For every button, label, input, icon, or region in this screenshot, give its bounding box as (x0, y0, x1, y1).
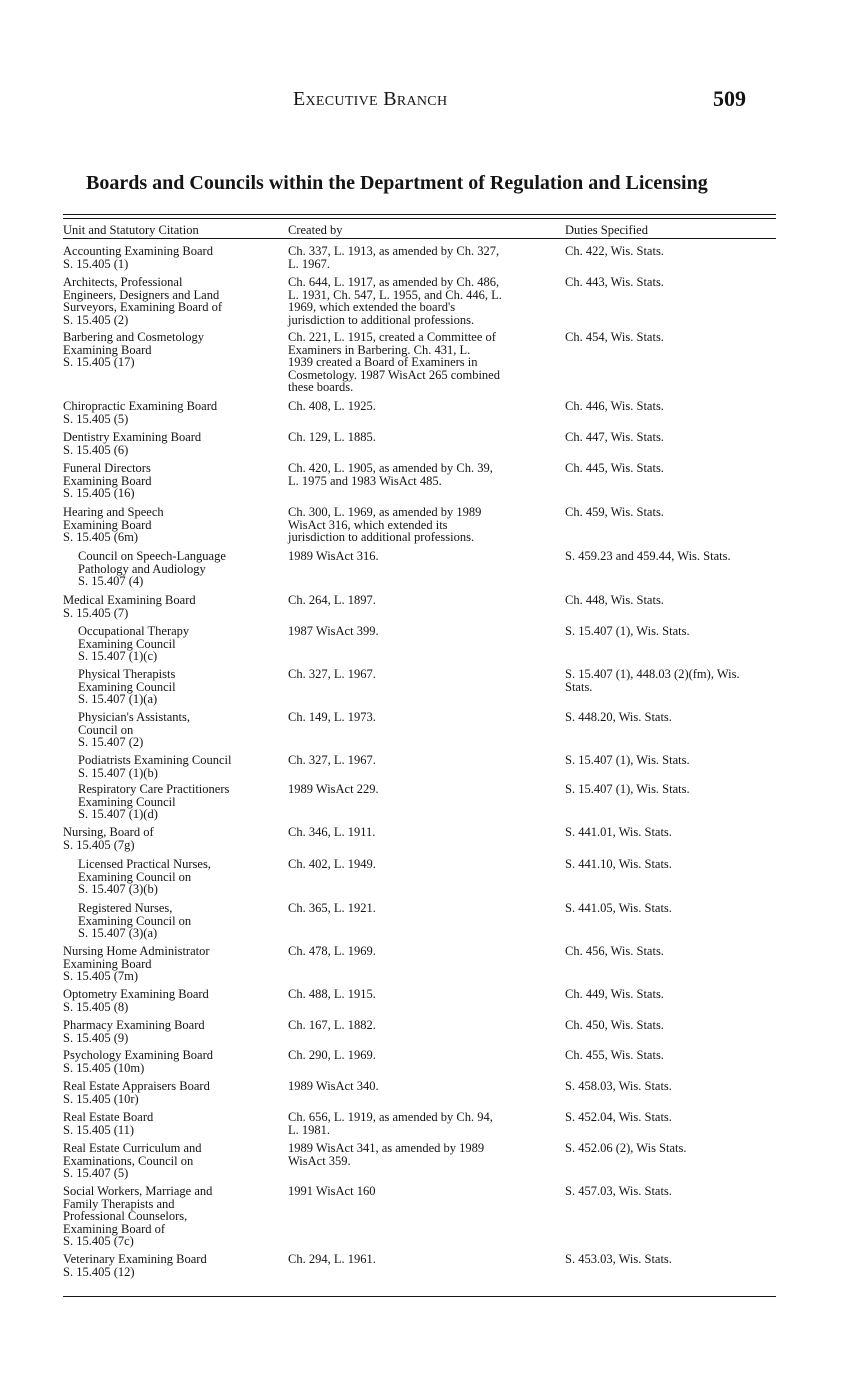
table-row (0, 945, 859, 988)
page-number: 509 (713, 86, 746, 111)
created-by-cell: 1989 WisAct 340. (288, 1079, 379, 1093)
duties-specified-cell: Ch. 446, Wis. Stats. (565, 399, 664, 413)
unit-citation-cell: Pharmacy Examining Board S. 15.405 (9) (63, 1018, 205, 1045)
table-row (0, 1185, 859, 1253)
table-row (0, 902, 859, 945)
table-row (0, 1111, 859, 1142)
unit-citation-cell: Optometry Examining Board S. 15.405 (8) (63, 987, 209, 1014)
unit-citation-cell: Physical Therapists Examining Council S. 15.407 (1)(a) (78, 667, 176, 707)
table-row (0, 331, 859, 400)
table-row (0, 1049, 859, 1080)
running-header-title: Executive Branch (293, 88, 448, 110)
duties-specified-cell: Ch. 449, Wis. Stats. (565, 987, 664, 1001)
created-by-cell: Ch. 346, L. 1911. (288, 825, 376, 839)
top-double-rule-lower (63, 218, 776, 219)
table-row (0, 858, 859, 902)
created-by-cell: Ch. 656, L. 1919, as amended by Ch. 94, L. 1981. (288, 1110, 493, 1137)
table-title: Boards and Councils within the Department of Regulation and Licensing (86, 172, 708, 194)
table-row (0, 988, 859, 1019)
unit-citation-cell: Psychology Examining Board S. 15.405 (10m) (63, 1048, 213, 1075)
table-body (0, 245, 859, 1284)
duties-specified-cell: S. 441.10, Wis. Stats. (565, 857, 672, 871)
created-by-cell: Ch. 264, L. 1897. (288, 593, 376, 607)
top-double-rule-upper (63, 214, 776, 215)
unit-citation-cell: Chiropractic Examining Board S. 15.405 (5) (63, 399, 218, 426)
duties-specified-cell: Ch. 448, Wis. Stats. (565, 593, 664, 607)
duties-specified-cell: S. 15.407 (1), Wis. Stats. (565, 782, 690, 796)
created-by-cell: Ch. 402, L. 1949. (288, 857, 376, 871)
unit-citation-cell: Respiratory Care Practitioners Examining Council S. 15.407 (1)(d) (78, 782, 230, 822)
table-row (0, 1019, 859, 1049)
unit-citation-cell: Registered Nurses, Examining Council on S. 15.407 (3)(a) (78, 901, 192, 941)
duties-specified-cell: S. 453.03, Wis. Stats. (565, 1252, 672, 1266)
unit-citation-cell: Social Workers, Marriage and Family Therapists and Professional Counselors, Examining Board of S. 15.405 (7c) (63, 1184, 213, 1249)
table-row (0, 1142, 859, 1185)
created-by-cell: Ch. 221, L. 1915, created a Committee of Examiners in Barbering. Ch. 431, L. 1939 created a Board of Examiners in Cosmetology. 1987 WisAct 265 combined these boards. (288, 330, 500, 395)
duties-specified-cell: Ch. 445, Wis. Stats. (565, 461, 664, 475)
created-by-cell: 1989 WisAct 316. (288, 549, 379, 563)
table-row (0, 1080, 859, 1111)
table-row (0, 1253, 859, 1284)
duties-specified-cell: Ch. 450, Wis. Stats. (565, 1018, 664, 1032)
table-row (0, 668, 859, 711)
duties-specified-cell: Ch. 455, Wis. Stats. (565, 1048, 664, 1062)
created-by-cell: Ch. 167, L. 1882. (288, 1018, 376, 1032)
duties-specified-cell: S. 459.23 and 459.44, Wis. Stats. (565, 549, 731, 563)
created-by-cell: 1989 WisAct 229. (288, 782, 379, 796)
duties-specified-cell: Ch. 454, Wis. Stats. (565, 330, 664, 344)
duties-specified-cell: S. 15.407 (1), Wis. Stats. (565, 753, 690, 767)
unit-citation-cell: Council on Speech-Language Pathology and Audiology S. 15.407 (4) (78, 549, 226, 589)
table-row (0, 754, 859, 783)
table-row (0, 431, 859, 462)
unit-citation-cell: Dentistry Examining Board S. 15.405 (6) (63, 430, 202, 457)
duties-specified-cell: Ch. 456, Wis. Stats. (565, 944, 664, 958)
unit-citation-cell: Architects, Professional Engineers, Designers and Land Surveyors, Examining Board of S. 15.405 (2) (63, 275, 223, 327)
created-by-cell: Ch. 149, L. 1973. (288, 710, 376, 724)
unit-citation-cell: Occupational Therapy Examining Council S. 15.407 (1)(c) (78, 624, 190, 664)
created-by-cell: 1991 WisAct 160 (288, 1184, 376, 1198)
bottom-rule (63, 1296, 776, 1297)
table-row (0, 276, 859, 331)
created-by-cell: Ch. 300, L. 1969, as amended by 1989 WisAct 316, which extended its jurisdiction to additional professions. (288, 505, 482, 545)
duties-specified-cell: Ch. 459, Wis. Stats. (565, 505, 664, 519)
created-by-cell: Ch. 365, L. 1921. (288, 901, 376, 915)
table-row (0, 711, 859, 754)
created-by-cell: Ch. 327, L. 1967. (288, 753, 376, 767)
duties-specified-cell: S. 458.03, Wis. Stats. (565, 1079, 672, 1093)
created-by-cell: Ch. 290, L. 1969. (288, 1048, 376, 1062)
created-by-cell: Ch. 408, L. 1925. (288, 399, 376, 413)
created-by-cell: Ch. 478, L. 1969. (288, 944, 376, 958)
table-row (0, 550, 859, 594)
duties-specified-cell: Ch. 447, Wis. Stats. (565, 430, 664, 444)
table-row (0, 826, 859, 858)
column-header-duties: Duties Specified (565, 223, 648, 237)
unit-citation-cell: Real Estate Board S. 15.405 (11) (63, 1110, 154, 1137)
unit-citation-cell: Barbering and Cosmetology Examining Board S. 15.405 (17) (63, 330, 204, 370)
duties-specified-cell: S. 15.407 (1), Wis. Stats. (565, 624, 690, 638)
duties-specified-cell: S. 15.407 (1), 448.03 (2)(fm), Wis. Stats. (565, 667, 740, 694)
duties-specified-cell: S. 448.20, Wis. Stats. (565, 710, 672, 724)
created-by-cell: 1989 WisAct 341, as amended by 1989 WisAct 359. (288, 1141, 485, 1168)
column-header-unit: Unit and Statutory Citation (63, 223, 199, 237)
duties-specified-cell: Ch. 422, Wis. Stats. (565, 244, 664, 258)
table-row (0, 400, 859, 431)
unit-citation-cell: Real Estate Appraisers Board S. 15.405 (10r) (63, 1079, 210, 1106)
duties-specified-cell: S. 452.04, Wis. Stats. (565, 1110, 672, 1124)
duties-specified-cell: S. 441.01, Wis. Stats. (565, 825, 672, 839)
unit-citation-cell: Veterinary Examining Board S. 15.405 (12) (63, 1252, 207, 1279)
created-by-cell: Ch. 327, L. 1967. (288, 667, 376, 681)
unit-citation-cell: Nursing Home Administrator Examining Board S. 15.405 (7m) (63, 944, 210, 984)
table-row (0, 462, 859, 506)
duties-specified-cell: S. 452.06 (2), Wis Stats. (565, 1141, 687, 1155)
table-row (0, 506, 859, 550)
unit-citation-cell: Nursing, Board of S. 15.405 (7g) (63, 825, 154, 852)
unit-citation-cell: Funeral Directors Examining Board S. 15.405 (16) (63, 461, 152, 501)
unit-citation-cell: Accounting Examining Board S. 15.405 (1) (63, 244, 213, 271)
created-by-cell: Ch. 644, L. 1917, as amended by Ch. 486, L. 1931, Ch. 547, L. 1955, and Ch. 446, L. 1969, which extended the board's jurisdiction to additional professions. (288, 275, 502, 327)
created-by-cell: Ch. 420, L. 1905, as amended by Ch. 39, L. 1975 and 1983 WisAct 485. (288, 461, 493, 488)
table-row (0, 594, 859, 625)
created-by-cell: Ch. 294, L. 1961. (288, 1252, 376, 1266)
unit-citation-cell: Medical Examining Board S. 15.405 (7) (63, 593, 196, 620)
created-by-cell: Ch. 488, L. 1915. (288, 987, 376, 1001)
unit-citation-cell: Licensed Practical Nurses, Examining Council on S. 15.407 (3)(b) (78, 857, 211, 897)
table-row (0, 783, 859, 826)
created-by-cell: 1987 WisAct 399. (288, 624, 379, 638)
unit-citation-cell: Physician's Assistants, Council on S. 15.407 (2) (78, 710, 190, 750)
created-by-cell: Ch. 337, L. 1913, as amended by Ch. 327, L. 1967. (288, 244, 500, 271)
created-by-cell: Ch. 129, L. 1885. (288, 430, 376, 444)
unit-citation-cell: Real Estate Curriculum and Examinations, Council on S. 15.407 (5) (63, 1141, 202, 1181)
unit-citation-cell: Podiatrists Examining Council S. 15.407 (1)(b) (78, 753, 232, 780)
duties-specified-cell: S. 441.05, Wis. Stats. (565, 901, 672, 915)
duties-specified-cell: Ch. 443, Wis. Stats. (565, 275, 664, 289)
table-row (0, 625, 859, 668)
header-underline-rule (63, 238, 776, 239)
duties-specified-cell: S. 457.03, Wis. Stats. (565, 1184, 672, 1198)
column-header-created-by: Created by (288, 223, 343, 237)
table-row (0, 245, 859, 276)
unit-citation-cell: Hearing and Speech Examining Board S. 15.405 (6m) (63, 505, 164, 545)
